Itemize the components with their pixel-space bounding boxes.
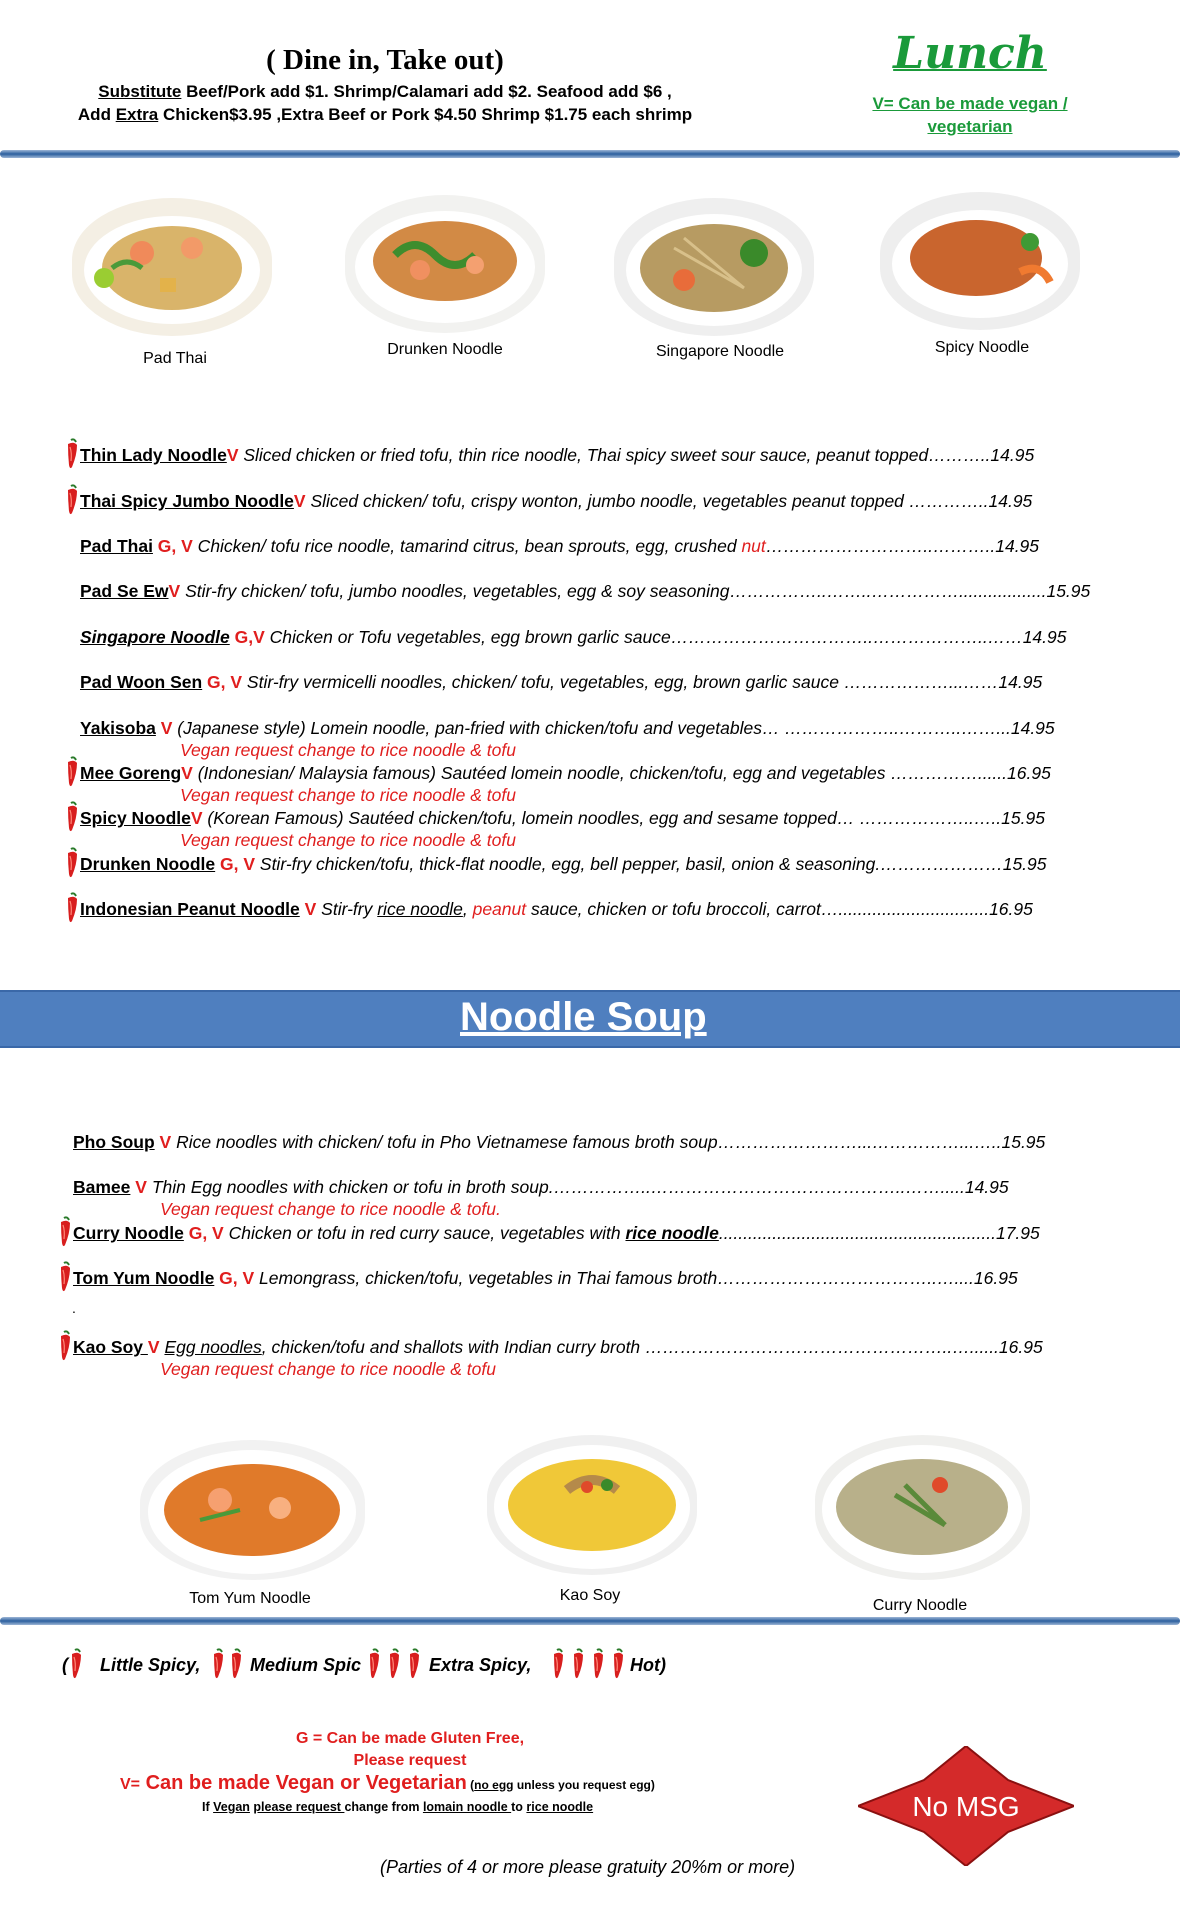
- item-price: 16.95: [989, 899, 1033, 919]
- curry-noodle-caption: Curry Noodle: [872, 1597, 968, 1614]
- vegan-v-label: V=: [120, 1776, 141, 1793]
- item-veg-tag: G, V: [214, 1268, 255, 1288]
- menu-item: [80, 535, 1150, 557]
- item-description-underlined: rice noodle: [377, 899, 463, 919]
- tom-yum-photo: [140, 1440, 365, 1580]
- menu-item: [80, 671, 1150, 693]
- item-description: Chicken or tofu in red curry sauce, vegetables with: [223, 1223, 626, 1243]
- item-price: 17.95: [995, 1223, 1040, 1243]
- stray-dot: .: [72, 1300, 76, 1316]
- item-price: 14.95: [964, 1177, 1009, 1197]
- chili-icon: [570, 1648, 586, 1680]
- vegan-request-note: Vegan request change to rice noodle & tofu: [180, 740, 516, 760]
- no-msg-badge: [858, 1746, 1074, 1866]
- pad-thai-photo: [72, 198, 272, 336]
- vegan-request-note: Vegan request change to rice noodle & tofu: [160, 1359, 496, 1379]
- item-price: 14.95: [1010, 718, 1055, 738]
- item-price: 14.95: [995, 536, 1040, 556]
- bottom-divider: [0, 1617, 1180, 1625]
- item-description: Sliced chicken/ tofu, crispy wonton, jumbo noodle, vegetables peanut topped …………..: [305, 491, 989, 511]
- top-divider: [0, 150, 1180, 158]
- no-msg-text: No MSG: [912, 1791, 1020, 1822]
- vegan-big-text: Can be made Vegan or Vegetarian: [140, 1772, 467, 1794]
- vegan-small-2: unless you request egg): [513, 1778, 655, 1792]
- item-description: (Indonesian/ Malaysia famous) Sautéed lomein noodle, chicken/tofu, egg and vegetables ……………......: [192, 763, 1008, 783]
- item-price: 14.95: [990, 445, 1035, 465]
- noodle-soup-title: Noodle Soup: [460, 995, 707, 1039]
- item-description: Lemongrass, chicken/tofu, vegetables in Thai famous broth………………………………..…....: [254, 1268, 974, 1288]
- item-price: 15.95: [1001, 808, 1045, 828]
- item-description: Chicken or Tofu vegetables, egg brown garlic sauce……………………………..………………..……: [264, 627, 1023, 647]
- item-name: Pad Se Ew: [80, 581, 169, 601]
- menu-item: [80, 762, 1150, 784]
- tom-yum-caption: Tom Yum Noodle: [189, 1590, 311, 1607]
- item-veg-tag: V: [226, 445, 239, 465]
- vegan-footer-note: [120, 1772, 655, 1795]
- item-price: 14.95: [1022, 627, 1067, 647]
- menu-item: [73, 1336, 1143, 1358]
- pad-thai-caption: Pad Thai: [143, 350, 207, 367]
- extra-prices: Chicken$3.95 ,Extra Beef or Pork $4.50 Shrimp $1.75 each shrimp: [158, 105, 693, 124]
- item-price: 15.95: [1002, 854, 1047, 874]
- item-veg-tag: V: [168, 581, 181, 601]
- menu-item: [73, 1267, 1143, 1289]
- item-name: Pad Woon Sen: [80, 672, 203, 692]
- menu-item: [80, 853, 1150, 875]
- item-name: Spicy Noodle: [80, 808, 191, 828]
- chili-icon: [366, 1648, 382, 1680]
- item-veg-tag: V: [299, 899, 317, 919]
- chili-icon: [57, 1261, 73, 1293]
- vegan-request-note: Vegan request change to rice noodle & tofu: [180, 830, 516, 850]
- substitute-label: Substitute: [98, 82, 182, 101]
- item-price: 15.95: [1046, 581, 1091, 601]
- substitute-prices: Beef/Pork add $1. Shrimp/Calamari add $2. Seafood add $6 ,: [181, 82, 672, 101]
- item-name: Curry Noodle: [73, 1223, 184, 1243]
- chili-icon: [210, 1648, 226, 1680]
- item-name: Yakisoba: [80, 718, 156, 738]
- item-veg-tag: G, V: [152, 536, 193, 556]
- req-if: If: [202, 1800, 214, 1814]
- item-description: (Korean Famous) Sautéed chicken/tofu, lomein noodles, egg and sesame topped… ………………..…..: [202, 808, 1002, 828]
- legend-little-spicy: Little Spicy,: [100, 1655, 201, 1675]
- item-veg-tag: G,V: [229, 627, 265, 647]
- extra-info: [0, 105, 770, 125]
- chili-icon: [610, 1648, 626, 1680]
- drunken-noodle-photo: [345, 195, 545, 333]
- item-price: 16.95: [998, 1337, 1043, 1357]
- menu-item: [80, 444, 1150, 466]
- item-description: Sliced chicken or fried tofu, thin rice noodle, Thai spicy sweet sour sauce, peanut topped………..: [238, 445, 991, 465]
- item-description: Stir-fry chicken/ tofu, jumbo noodles, vegetables, egg & soy seasoning……………..……..……………..................: [180, 581, 1047, 601]
- item-price: 15.95: [1001, 1132, 1046, 1152]
- noodle-soup-banner: [0, 990, 1180, 1048]
- item-price: 14.95: [998, 672, 1043, 692]
- menu-item: [73, 1222, 1143, 1244]
- substitute-info: [0, 82, 770, 102]
- item-description: Stir-fry vermicelli noodles, chicken/ tofu, vegetables, egg, brown garlic sauce ………………...……: [242, 672, 999, 692]
- item-name: Mee Goreng: [80, 763, 182, 783]
- vegan-request-note: Vegan request change to rice noodle & tofu: [180, 785, 516, 805]
- menu-item: [80, 717, 1150, 739]
- req-rice: rice noodle: [526, 1800, 594, 1814]
- item-name: Tom Yum Noodle: [73, 1268, 215, 1288]
- item-name: Thai Spicy Jumbo Noodle: [80, 491, 294, 511]
- legend-hot: Hot): [630, 1655, 666, 1675]
- chili-icon: [64, 438, 80, 470]
- req-vegan: Vegan: [213, 1800, 250, 1814]
- item-description: Rice noodles with chicken/ tofu in Pho Vietnamese famous broth soup……………………...……………...…..: [171, 1132, 1002, 1152]
- legend-extra-spicy: Extra Spicy,: [429, 1655, 532, 1675]
- kao-soy-caption: Kao Soy: [559, 1587, 621, 1604]
- menu-item: [80, 490, 1150, 512]
- item-veg-tag: G, V: [215, 854, 256, 874]
- item-description-bold: rice noodle: [625, 1223, 719, 1243]
- item-veg-tag: V: [147, 1337, 160, 1357]
- lunch-heading: Lunch: [893, 28, 1047, 79]
- item-name: Singapore Noodle: [80, 627, 230, 647]
- drunken-noodle-caption: Drunken Noodle: [387, 341, 503, 358]
- gratuity-note: (Parties of 4 or more please gratuity 20%m or more): [380, 1857, 796, 1877]
- item-name: Pad Thai: [80, 536, 153, 556]
- vegan-note: V= Can be made vegan / vegetarian: [872, 94, 1068, 136]
- extra-label: Extra: [115, 105, 159, 124]
- item-description: Chicken/ tofu rice noodle, tamarind citrus, bean sprouts, egg, crushed: [192, 536, 742, 556]
- chili-icon: [406, 1648, 422, 1680]
- menu-item: [80, 807, 1150, 829]
- chili-icon: [590, 1648, 606, 1680]
- req-change: change from: [344, 1800, 423, 1814]
- singapore-noodle-photo: [614, 198, 814, 336]
- item-name: Kao Soy: [73, 1337, 148, 1357]
- vegan-small-no-egg: no egg: [474, 1778, 514, 1792]
- legend-open: (: [62, 1655, 68, 1675]
- chili-icon: [68, 1648, 84, 1680]
- gluten-free-note: G = Can be made Gluten Free,: [295, 1730, 525, 1747]
- chili-icon: [57, 1216, 73, 1248]
- vegan-request-note: Vegan request change to rice noodle & tofu.: [160, 1199, 501, 1219]
- spicy-noodle-caption: Spicy Noodle: [934, 339, 1030, 356]
- item-name: Indonesian Peanut Noodle: [80, 899, 300, 919]
- item-veg-tag: V: [190, 808, 203, 828]
- item-description-rest: ………………………..………..: [765, 536, 996, 556]
- item-description-underlined: Egg noodles: [164, 1337, 262, 1357]
- item-description-highlight: peanut: [472, 899, 527, 919]
- chili-icon: [550, 1648, 566, 1680]
- item-name: Bamee: [73, 1177, 131, 1197]
- chili-icon: [386, 1648, 402, 1680]
- item-veg-tag: V: [154, 1132, 172, 1152]
- item-description: Thin Egg noodles with chicken or tofu in broth soup.……………..……………………………………..…….....: [146, 1177, 965, 1197]
- kao-soy-photo: [487, 1435, 697, 1575]
- menu-title: ( Dine in, Take out): [266, 44, 504, 76]
- item-veg-tag: V: [181, 763, 193, 783]
- item-name: Thin Lady Noodle: [80, 445, 227, 465]
- item-price: 14.95: [988, 491, 1033, 511]
- chili-icon: [64, 892, 80, 924]
- gluten-free-request: Please request: [353, 1752, 467, 1769]
- singapore-noodle-caption: Singapore Noodle: [655, 343, 785, 360]
- item-description: (Japanese style) Lomein noodle, pan-fried with chicken/tofu and vegetables… ………………..………..……...: [172, 718, 1011, 738]
- item-description-rest: sauce, chicken or tofu broccoli, carrot…...............................: [526, 899, 990, 919]
- menu-item: [80, 898, 1150, 920]
- legend-medium-spicy: Medium Spic: [250, 1655, 362, 1675]
- menu-item: [80, 626, 1150, 648]
- item-description: Stir-fry: [316, 899, 378, 919]
- vegan-small-1: (: [466, 1778, 475, 1792]
- item-description-highlight: nut: [741, 536, 766, 556]
- item-description: Stir-fry chicken/tofu, thick-flat noodle, egg, bell pepper, basil, onion & seasoning.…………………: [255, 854, 1003, 874]
- item-price: 16.95: [973, 1268, 1018, 1288]
- req-to: to: [511, 1800, 527, 1814]
- menu-item: [73, 1131, 1143, 1153]
- item-veg-tag: G, V: [202, 672, 243, 692]
- vegan-request-line: [202, 1800, 593, 1814]
- item-veg-tag: V: [293, 491, 306, 511]
- menu-item: [73, 1176, 1143, 1198]
- item-name: Pho Soup: [73, 1132, 155, 1152]
- item-description-rest: , chicken/tofu and shallots with Indian curry broth ……………………………………………..…......: [261, 1337, 999, 1357]
- req-lomain: lomain noodle: [422, 1800, 512, 1814]
- item-description-rest: .........................................................: [718, 1223, 996, 1243]
- req-please: please request: [253, 1800, 345, 1814]
- item-veg-tag: G, V: [183, 1223, 224, 1243]
- chili-icon: [64, 484, 80, 516]
- chili-icon: [228, 1648, 244, 1680]
- item-price: 16.95: [1007, 763, 1051, 783]
- extra-prefix: Add: [77, 105, 116, 124]
- chili-icon: [64, 756, 80, 788]
- chili-icon: [64, 801, 80, 833]
- chili-icon: [57, 1330, 73, 1362]
- item-veg-tag: V: [130, 1177, 147, 1197]
- curry-noodle-photo: [815, 1435, 1030, 1580]
- item-name: Drunken Noodle: [80, 854, 216, 874]
- spicy-noodle-photo: [880, 192, 1080, 330]
- item-description-mid: ,: [462, 899, 473, 919]
- item-veg-tag: V: [155, 718, 173, 738]
- menu-item: [80, 580, 1150, 602]
- chili-icon: [64, 847, 80, 879]
